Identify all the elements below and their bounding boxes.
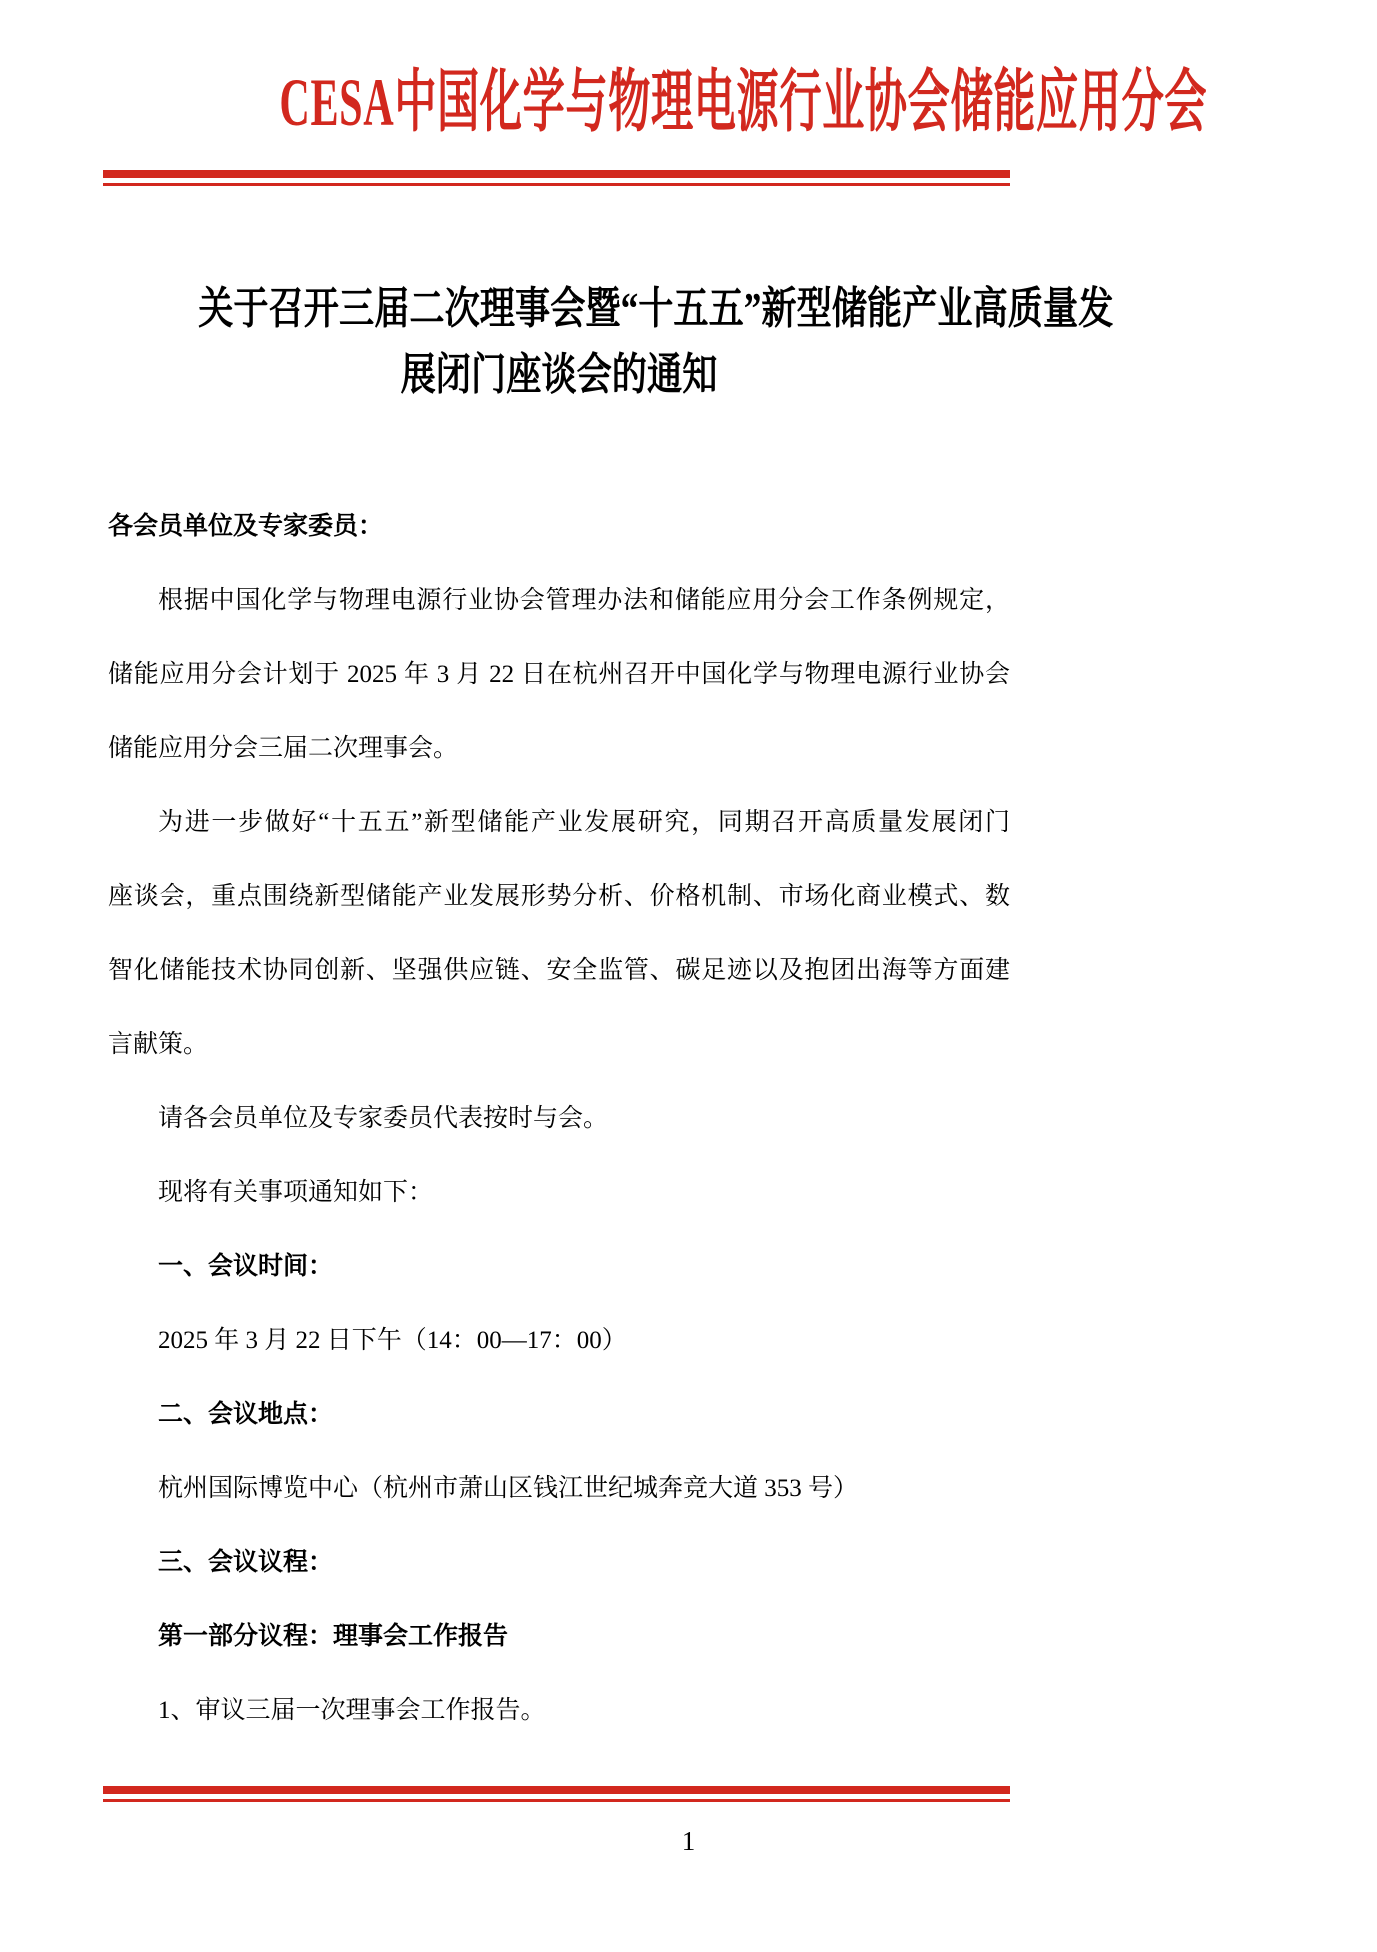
paragraph1-line1: 根据中国化学与物理电源行业协会管理办法和储能应用分会工作条例规定， [158, 587, 1010, 614]
org-header-title: CESA中国化学与物理电源行业协会储能应用分会 [279, 64, 1208, 140]
document-title [108, 276, 1114, 408]
attendance-request-line: 请各会员单位及专家委员代表按时与会。 [158, 1105, 609, 1132]
paragraph1-line3: 储能应用分会三届二次理事会。 [108, 735, 459, 762]
notice-intro-line: 现将有关事项通知如下： [158, 1179, 434, 1206]
paragraph2-line4: 言献策。 [108, 1031, 209, 1058]
meeting-time-value: 2025 年 3 月 22 日下午（14：00—17：00） [158, 1327, 627, 1354]
document-title-line2: 展闭门座谈会的通知 [400, 350, 718, 399]
paragraph1-line2: 储能应用分会计划于 2025 年 3 月 22 日在杭州召开中国化学与物理电源行业协会 [108, 661, 1010, 688]
header-rule-thin [103, 183, 1010, 186]
meeting-place-value: 杭州国际博览中心（杭州市萧山区钱江世纪城奔竞大道 353 号） [158, 1475, 859, 1502]
footer-rule-thin [103, 1799, 1010, 1802]
header-rule-thick [103, 170, 1010, 178]
paragraph2-line3: 智化储能技术协同创新、坚强供应链、安全监管、碳足迹以及抱团出海等方面建 [108, 957, 1010, 984]
agenda-item-1: 1、审议三届一次理事会工作报告。 [158, 1697, 546, 1724]
salutation: 各会员单位及专家委员： [108, 513, 384, 540]
paragraph2-line2: 座谈会，重点围绕新型储能产业发展形势分析、价格机制、市场化商业模式、数 [108, 883, 1010, 910]
document-title-line1: 关于召开三届二次理事会暨“十五五”新型储能产业高质量发 [198, 284, 1114, 333]
document-body [108, 490, 1010, 1748]
paragraph2-line1: 为进一步做好“十五五”新型储能产业发展研究，同期召开高质量发展闭门 [158, 809, 1010, 836]
footer-rule-thick [103, 1786, 1010, 1794]
section3-heading-agenda: 三、会议议程： [158, 1549, 334, 1576]
page-number: 1 [681, 1826, 696, 1856]
section2-heading-place: 二、会议地点： [158, 1401, 334, 1428]
agenda-part1-heading: 第一部分议程：理事会工作报告 [158, 1623, 509, 1650]
section1-heading-time: 一、会议时间： [158, 1253, 334, 1280]
